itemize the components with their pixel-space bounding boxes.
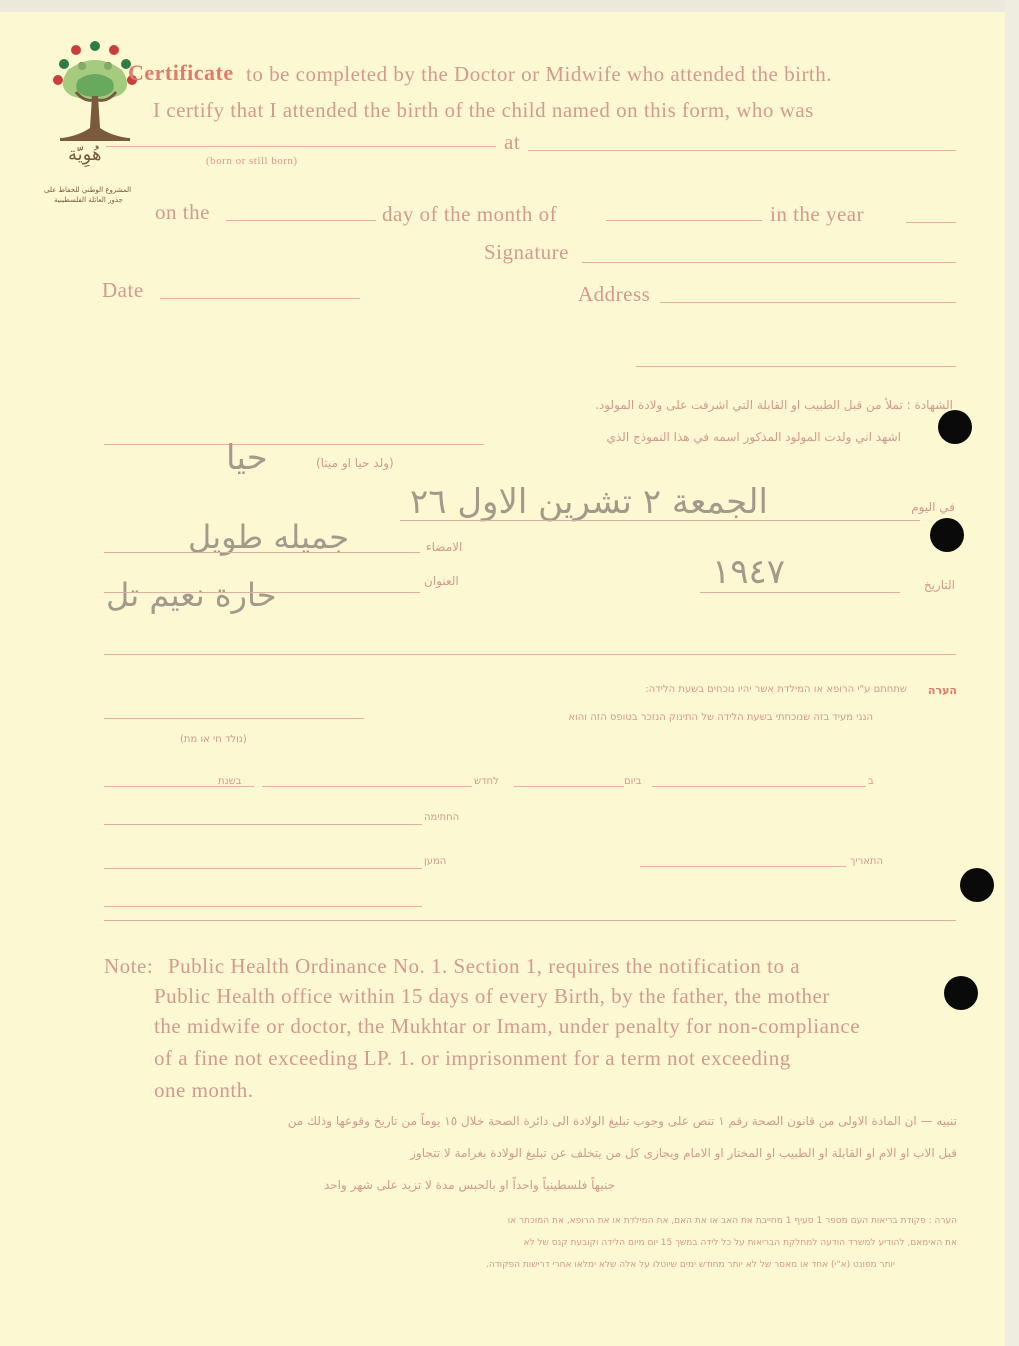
ar-day-field [400, 520, 920, 521]
he-signature-label: החתימה [424, 812, 460, 823]
handwritten-day: الجمعة ٢ تشرين الاول ٢٦ [410, 482, 768, 522]
ar-date-label: التاريخ [923, 578, 955, 592]
he-in-label: ב [868, 776, 874, 787]
he-date-field [640, 866, 846, 867]
en-address-field-2 [636, 366, 956, 367]
day-of-month-label: day of the month of [382, 202, 558, 226]
birthplace-field [528, 150, 956, 151]
en-address-label: Address [578, 282, 651, 306]
day-field [226, 220, 376, 221]
ar-signature-field [104, 552, 420, 553]
ar-date-field [700, 592, 900, 593]
in-the-year-label: in the year [770, 202, 865, 226]
note-he-line2: את האימאם, להודיע למשרד הודעה למחלקת הבריאות על כל לידה במשך 15 יום מיום הלידה וקובעת קנס של לא [523, 1238, 957, 1248]
ar-certify: اشهد اني ولدت المولود المذكور اسمه في هذا النموذج الذي [606, 430, 901, 444]
note-line5: one month. [154, 1078, 254, 1102]
family-tree-icon [48, 40, 143, 160]
handwritten-year: ١٩٤٧ [712, 552, 786, 592]
note-ar-line3: جنيهاً فلسطينياً واحداً او بالحبس مدة لا تزيد على شهر واحد [323, 1178, 615, 1192]
he-born-note: (נולד חי או מת) [180, 734, 247, 745]
note-line4: of a fine not exceeding LP. 1. or imprisonment for a term not exceeding [154, 1046, 791, 1070]
section-divider [104, 920, 956, 921]
handwritten-signature: جميله طويل [188, 518, 349, 556]
note-ar-line1: تنبيه — ان المادة الاولى من قانون الصحة رقم ١ تنص على وجوب تبليغ الولادة الى دائرة الصحة خلال ١٥ يوماً من تاريخ وقوعها وذلك من [287, 1114, 957, 1128]
he-address-field [104, 868, 422, 869]
logo-name: هُوِيّة [68, 144, 102, 165]
note-he-line1: הערה : פקודת בריאות העם מספר 1 סעיף 1 מחייבת את האב או את האם, את המילדת או את הרופא, את המוכתר או [507, 1216, 957, 1226]
on-the-label: on the [155, 200, 210, 224]
paper-edge-right [1005, 0, 1019, 1346]
punch-hole [938, 410, 972, 444]
at-label: at [504, 130, 521, 154]
en-date-label: Date [102, 278, 144, 302]
he-address-field-2 [104, 906, 422, 907]
born-note: (born or still born) [206, 155, 298, 167]
punch-hole [960, 868, 994, 902]
he-address-label: המען [424, 856, 447, 867]
he-month-label: לחדש [474, 776, 499, 787]
he-place-field [652, 786, 866, 787]
note-he-line3: יותר מפונט (א"י) אחד או מאסר של לא יותר מחודש ימים שיוטלו על אלה שלא ימלאו אחרי דרישות הפקודה. [486, 1260, 895, 1270]
ar-signature-label: الامضاء [426, 540, 463, 554]
month-field [606, 220, 762, 221]
punch-hole [930, 518, 964, 552]
ar-day-label: في اليوم [911, 500, 955, 514]
note-line2: Public Health office within 15 days of every Birth, by the father, the mother [154, 984, 830, 1008]
paper-edge-top [0, 0, 1019, 12]
punch-hole [944, 976, 978, 1010]
en-address-field [660, 302, 956, 303]
he-certify: הנני מעיד בזה שנוכחתי בשעת הלידה של התינוק הנזכר בטופס הזה והוא [568, 712, 873, 723]
logo-caption-line2: جذور العائلة الفلسطينية [54, 196, 123, 204]
born-status-field [106, 146, 496, 147]
note-ar-line2: قبل الاب او الام او القابلة او الطبيب او المختار او الامام ويجازى كل من يتخلف عن تبليغ الولادة بغرامة لا تتجاوز [410, 1146, 957, 1160]
en-date-field [160, 298, 360, 299]
he-day-label: ביום [624, 776, 642, 787]
he-month-field [262, 786, 472, 787]
he-heading: שתחתם ע"י הרופא או המילדת אשר יהיו נוכחים בשעת הלידה: [645, 684, 907, 695]
handwritten-address: حارة نعيم تل [106, 576, 277, 614]
en-signature-field [582, 262, 956, 263]
he-signature-field [104, 824, 422, 825]
en-signature-label: Signature [484, 240, 569, 264]
ar-address-field [104, 592, 420, 593]
certificate-title: Certificate [128, 60, 234, 85]
ar-born-note: (ولد حيا او ميتا) [316, 456, 394, 470]
ar-address-label: العنوان [424, 574, 459, 588]
he-heading-label: הערה [927, 684, 957, 697]
ar-extra-line [104, 654, 956, 655]
he-born-status-field [104, 718, 364, 719]
note-label: Note: [104, 954, 154, 978]
note-line1: Public Health Ordinance No. 1. Section 1, requires the notification to a [168, 954, 801, 978]
ar-heading: الشهادة : تملأ من قبل الطبيب او القابلة التي اشرفت على ولادة المولود. [595, 398, 953, 412]
en-heading: to be completed by the Doctor or Midwife who attended the birth. [246, 62, 833, 86]
logo-caption-line1: المشروع الوطني للحفاظ على [44, 186, 132, 194]
note-line3: the midwife or doctor, the Mukhtar or Imam, under penalty for non-compliance [154, 1014, 861, 1038]
ar-born-status-field [104, 444, 484, 445]
handwritten-alive: حيا [226, 438, 268, 478]
year-field [906, 222, 956, 223]
he-day-field [514, 786, 624, 787]
he-year-label: בשנת [218, 776, 242, 787]
he-date-label: התאריך [850, 856, 884, 867]
en-certify-line: I certify that I attended the birth of the child named on this form, who was [153, 98, 814, 122]
